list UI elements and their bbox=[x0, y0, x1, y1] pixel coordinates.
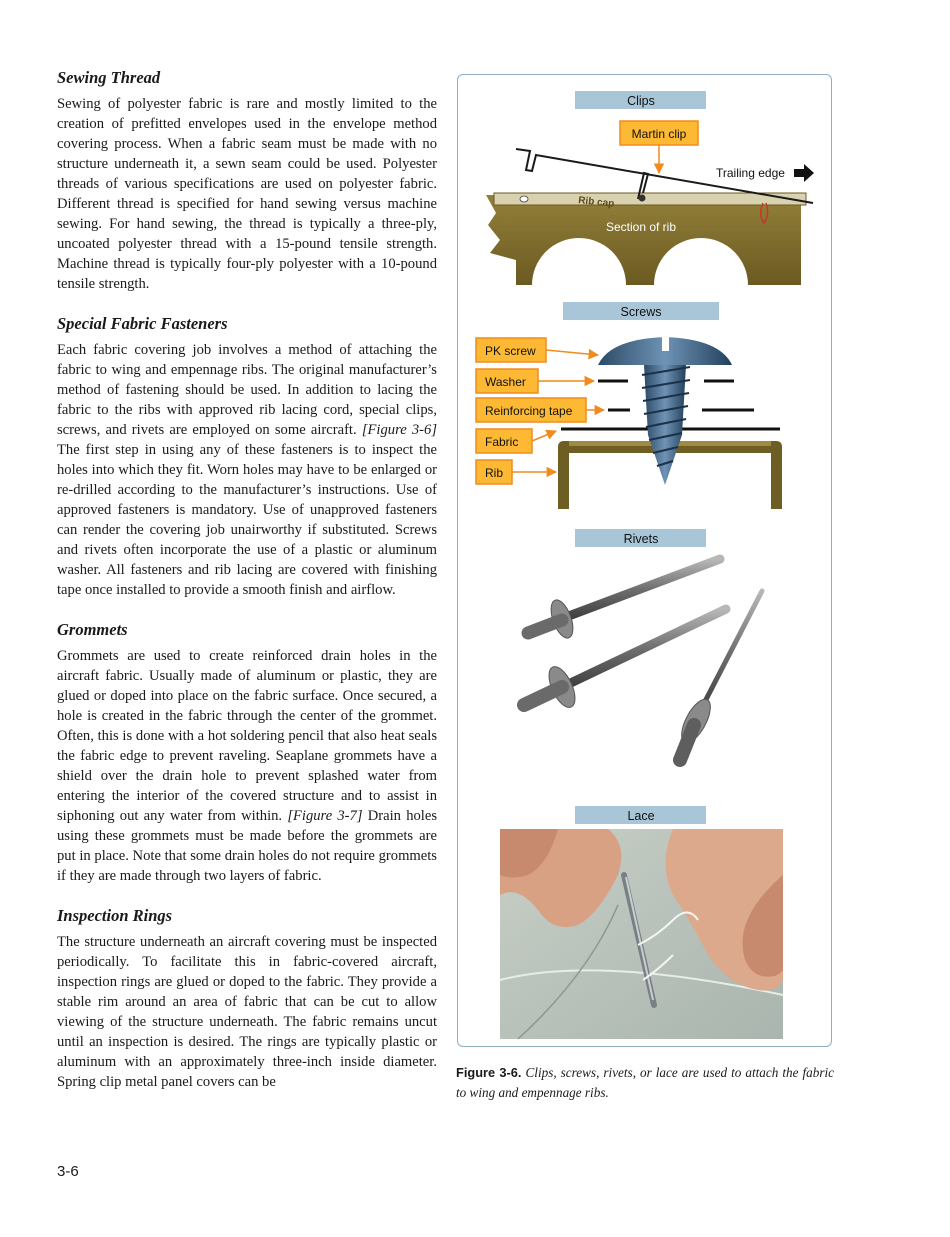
section-paragraph bbox=[57, 646, 437, 886]
rib-cap bbox=[494, 193, 806, 205]
section-heading: Sewing Thread bbox=[57, 68, 161, 87]
arrow-right-icon bbox=[794, 164, 814, 182]
paragraph-text: The first step in using any of these fasteners is to inspect the holes into which they fit. Worn holes may have to be enlarged or re-drilled according to the manufacturer’s instructions. Use of approved fasteners is mandatory. Use of unapproved fasteners can render the covering job unairworthy if substituted. Screws and rivets often incorporate the use of a plastic or aluminum washer. All fasteners and rib lacing are covered with finishing tape once installed to provide a smooth finish and airflow. bbox=[57, 442, 437, 598]
rib-cap-label: Rib cap bbox=[577, 195, 615, 210]
screw-callouts bbox=[476, 338, 604, 484]
figure-caption bbox=[456, 1063, 834, 1103]
section-heading: Grommets bbox=[57, 620, 128, 639]
figure-reference: [Figure 3-6] bbox=[361, 422, 437, 438]
rivet-photo bbox=[510, 551, 766, 791]
figure-panel bbox=[457, 74, 832, 1047]
trailing-edge-label: Trailing edge bbox=[716, 166, 785, 180]
paragraph-text: The structure underneath an aircraft covering must be inspected periodically. To facilitate this in fabric-covered aircraft, inspection rings are glued or doped to the fabric. They provide a stable rim around an area of fabric that can be cut to allow viewing of the structure underneath. The fabric remains uncut until an inspection is desired. The rings are typically plastic or aluminum with an approximately three-inch inside diameter. Spring clip metal panel covers can be bbox=[57, 934, 437, 1090]
screws-title: Screws bbox=[620, 305, 662, 319]
screw-shank bbox=[644, 365, 686, 485]
reinforcing-tape-label: Reinforcing tape bbox=[485, 404, 573, 418]
martin-clip-label: Martin clip bbox=[631, 127, 687, 141]
clip-rivet bbox=[639, 195, 646, 202]
section-of-rib-label: Section of rib bbox=[605, 220, 677, 234]
fabric-label: Fabric bbox=[485, 435, 519, 449]
paragraph-text: Grommets are used to create reinforced drain holes in the aircraft fabric. Usually made of aluminum or plastic, they are glued or doped into place on the fabric surface. Once secured, a hole is created in the fabric through the center of the grommet. Often, this is done with a hot soldering pencil that also heat seals the fabric edge to prevent raveling. Seaplane grommets have a shield over the drain hole to prevent splashed water from entering the interior of the covered structure and to assist in siphoning out any water from within. bbox=[57, 648, 437, 824]
rivets-title: Rivets bbox=[623, 532, 659, 546]
screw-slot bbox=[662, 337, 669, 351]
rib-cap-hole bbox=[520, 196, 528, 202]
clips-title: Clips bbox=[627, 94, 655, 108]
rib-label: Rib bbox=[485, 466, 504, 480]
section-paragraph bbox=[57, 932, 437, 1092]
washer-label: Washer bbox=[485, 375, 526, 389]
figure-illustration bbox=[458, 75, 832, 1047]
section-paragraph bbox=[57, 340, 437, 600]
caption-label: Figure 3-6. bbox=[456, 1065, 522, 1080]
page-number: 3-6 bbox=[57, 1163, 79, 1180]
lace-title: Lace bbox=[627, 809, 655, 823]
paragraph-text: Sewing of polyester fabric is rare and mostly limited to the creation of prefitted envelopes used in the envelope method covering process. When a fabric seam must be made with no structure underneath it, a sewn seam could be used. Polyester threads of various specifications are used on polyester fabric. Different thread is specified for hand sewing versus machine sewing. For hand sewing, the thread is typically a three-ply, uncoated polyester thread with a 15-pound tensile strength. Machine thread is typically four-ply polyester with a 10-pound tensile strength. bbox=[57, 96, 437, 292]
rib-section bbox=[486, 195, 801, 285]
section-heading: Special Fabric Fasteners bbox=[57, 314, 228, 333]
section-paragraph bbox=[57, 94, 437, 294]
lace-photo bbox=[500, 829, 783, 1039]
section-heading: Inspection Rings bbox=[57, 906, 173, 925]
caption-text: Clips, screws, rivets, or lace are used to attach the fabric to wing and empennage ribs. bbox=[456, 1065, 835, 1100]
paragraph-text: Drain holes using these grommets must be made before the grommets are put in place. Note that some drain holes do not require grommets if they are made through two layers of fabric. bbox=[57, 808, 437, 884]
text-column bbox=[57, 68, 437, 1112]
pk-screw-label: PK screw bbox=[485, 344, 536, 358]
figure-reference: [Figure 3-7] bbox=[287, 808, 363, 824]
paragraph-text: Each fabric covering job involves a method of attaching the fabric to wing and empennage ribs. The original manufacturer’s method of fastening should be used. In addition to lacing the fabric to the ribs with approved rib lacing cord, special clips, screws, and rivets are employed on some aircraft. bbox=[57, 342, 437, 438]
